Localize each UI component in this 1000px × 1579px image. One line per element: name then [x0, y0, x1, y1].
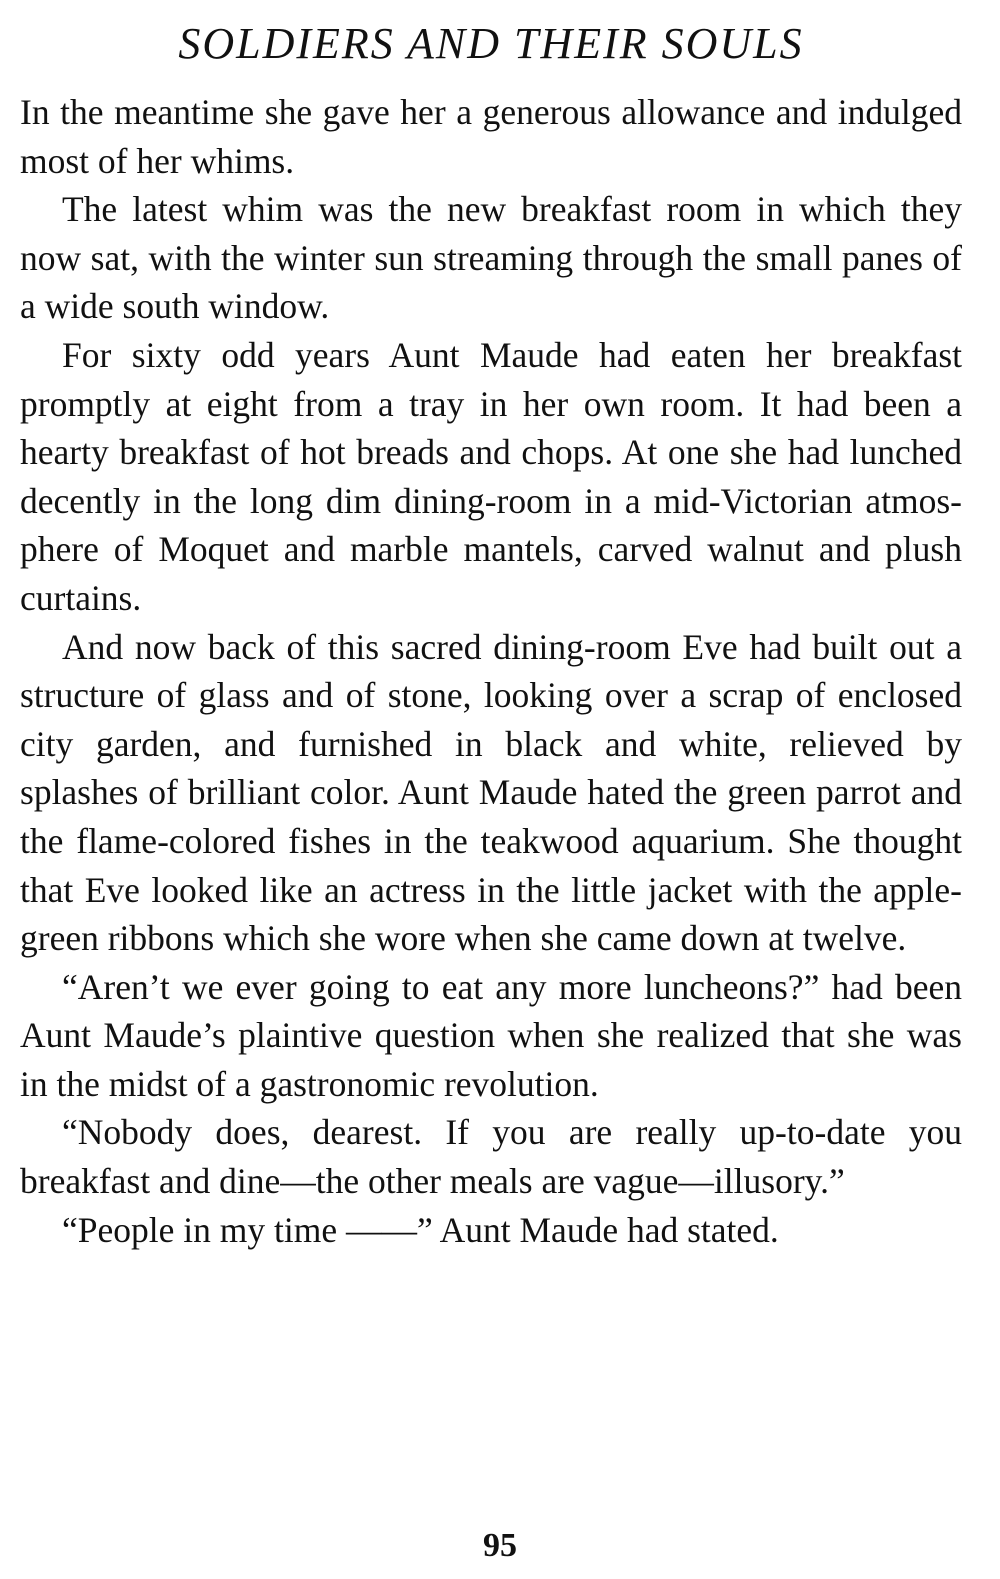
- body-text: [20, 88, 962, 1254]
- paragraph-4: And now back of this sacred dining-room Eve had built out a structure of glass and of stone, looking over a scrap of enclosed city garden, and furnished in black and white, relieved by splashes of brilliant color. Aunt Maude hated the green parrot and the flame-colored fishes in the teakwood aquarium. She thought that Eve looked like an actress in the little jacket with the apple-green ribbons which she wore when she came down at twelve.: [20, 626, 962, 959]
- paragraph-7: “People in my time ——” Aunt Maude had stated.: [62, 1209, 779, 1250]
- paragraph-1: In the meantime she gave her a generous allowance and indulged most of her whims.: [20, 92, 962, 181]
- paragraph-2: The latest whim was the new breakfast room in which they now sat, with the winter sun streaming through the small panes of a wide south window.: [20, 189, 962, 327]
- paragraph-5: “Aren’t we ever going to eat any more luncheons?” had been Aunt Maude’s plaintive question when she realized that she was in the midst of a gastronomic revolution.: [20, 966, 962, 1104]
- paragraph-3: For sixty odd years Aunt Maude had eaten her breakfast promptly at eight from a tray in her own room. It had been a hearty breakfast of hot breads and chops. At one she had lunched decently in the long dim dining-room in a mid-Victorian atmosphere of Moquet and marble mantels, carved walnut and plush curtains.: [20, 334, 962, 618]
- paragraph-6: “Nobody does, dearest. If you are really up-to-date you breakfast and dine—the other meals are vague—illusory.”: [20, 1112, 962, 1202]
- running-title: SOLDIERS AND THEIR SOULS: [178, 19, 804, 68]
- page-number: 95: [483, 1527, 517, 1564]
- book-page: [20, 14, 962, 1254]
